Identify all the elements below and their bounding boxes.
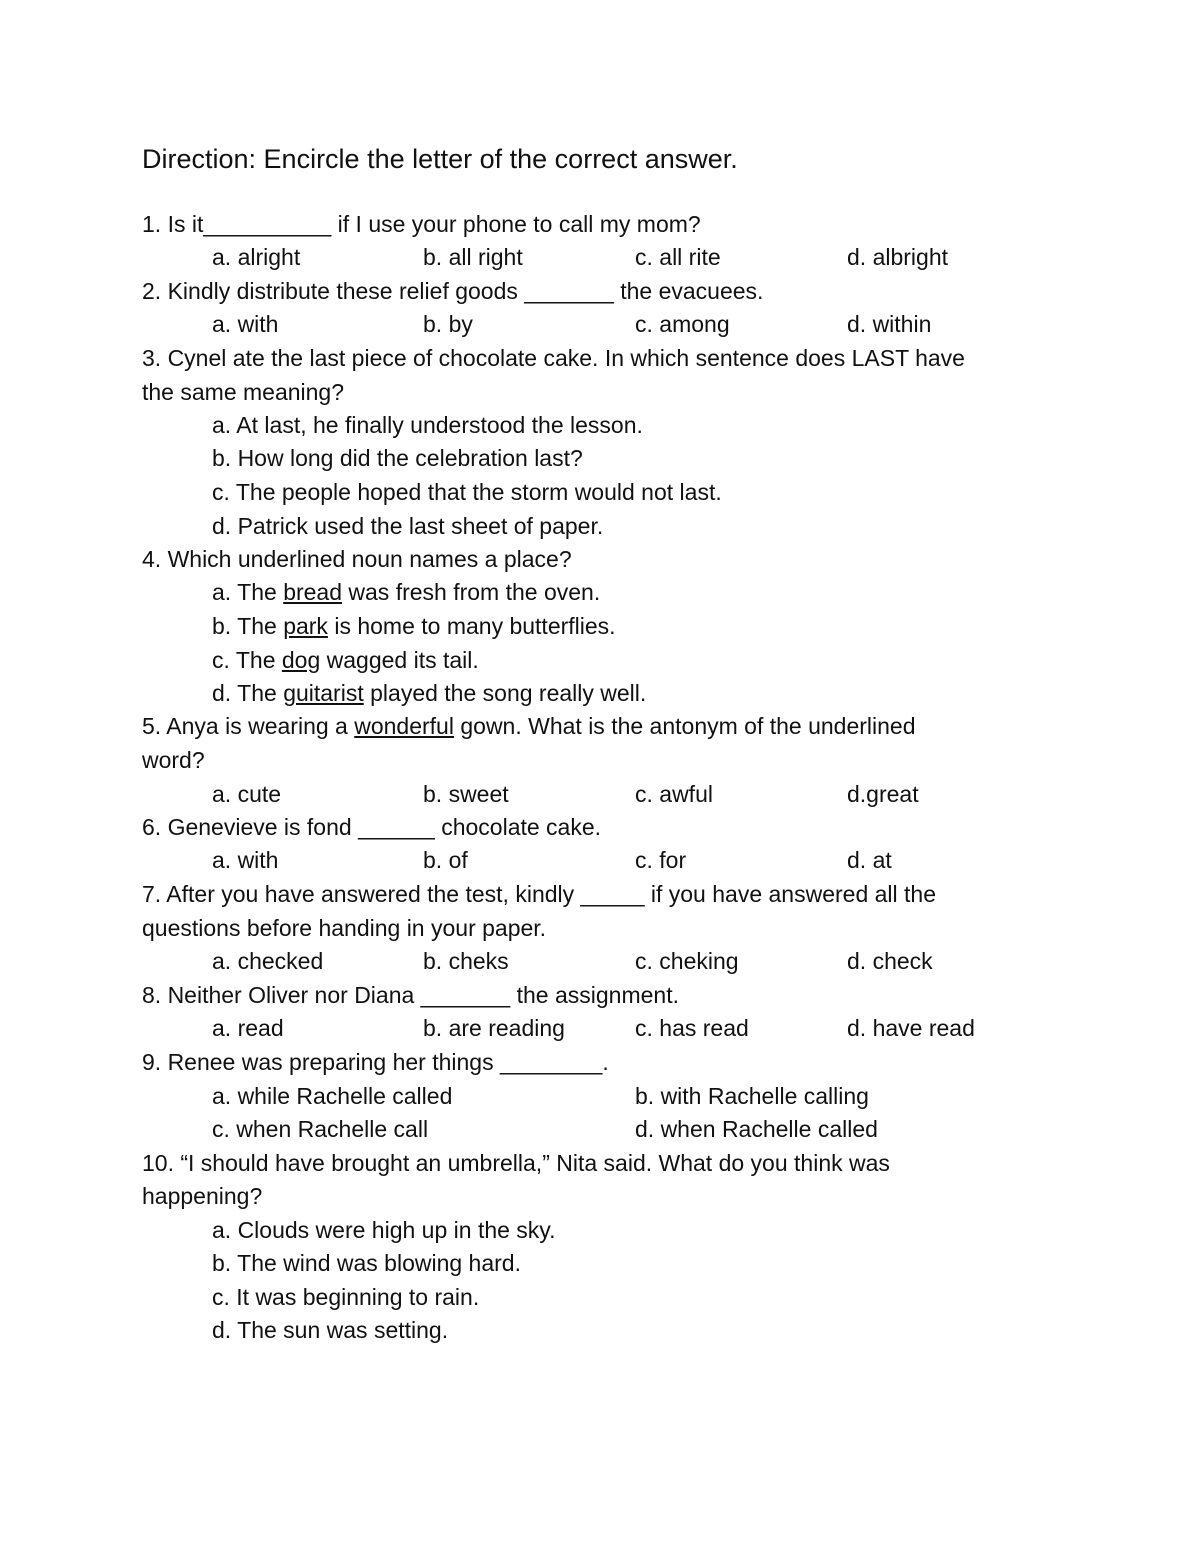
q7-option-b[interactable]: b. cheks — [423, 948, 509, 974]
q5-option-d[interactable]: d.great — [847, 781, 919, 807]
q1-option-c[interactable]: c. all rite — [635, 244, 721, 270]
q3-option-b[interactable]: b. How long did the celebration last? — [212, 445, 583, 471]
question-10-line-2: happening? — [142, 1183, 263, 1209]
q4-a-underlined: bread — [283, 579, 343, 605]
q9-option-d[interactable]: d. when Rachelle called — [635, 1116, 878, 1142]
q2-option-d[interactable]: d. within — [847, 311, 932, 337]
q4-b-underlined: park — [283, 613, 328, 639]
q5-option-a[interactable]: a. cute — [212, 781, 282, 807]
q4-a-pre: a. The — [212, 579, 284, 605]
question-5-line-2: word? — [142, 747, 205, 773]
q4-b-pre: b. The — [212, 613, 284, 639]
question-4: 4. Which underlined noun names a place? — [142, 546, 572, 572]
q10-option-d[interactable]: d. The sun was setting. — [212, 1317, 449, 1343]
question-7-line-2: questions before handing in your paper. — [142, 915, 547, 941]
q2-option-a[interactable]: a. with — [212, 311, 279, 337]
q4-c-underlined: dog — [281, 647, 321, 673]
q8-option-a[interactable]: a. read — [212, 1015, 284, 1041]
question-2: 2. Kindly distribute these relief goods _______ the evacuees. — [142, 278, 764, 304]
q10-option-a[interactable]: a. Clouds were high up in the sky. — [212, 1217, 556, 1243]
q5-stem-pre: 5. Anya is wearing a — [142, 713, 355, 739]
q4-option-d[interactable] — [212, 678, 646, 708]
q4-d-underlined: guitarist — [283, 680, 364, 706]
q2-option-b[interactable]: b. by — [423, 311, 473, 337]
question-1: 1. Is it__________ if I use your phone to call my mom? — [142, 211, 701, 237]
q4-a-post: was fresh from the oven. — [342, 579, 601, 605]
q5-stem-post: gown. What is the antonym of the underlined — [453, 713, 916, 739]
question-7: 7. After you have answered the test, kindly _____ if you have answered all the — [142, 881, 936, 907]
question-3-line-2: the same meaning? — [142, 379, 345, 405]
q6-option-c[interactable]: c. for — [635, 847, 687, 873]
q1-option-b[interactable]: b. all right — [423, 244, 523, 270]
q7-option-d[interactable]: d. check — [847, 948, 933, 974]
question-9: 9. Renee was preparing her things ________. — [142, 1049, 609, 1075]
q4-c-pre: c. The — [212, 647, 282, 673]
q7-option-c[interactable]: c. cheking — [635, 948, 739, 974]
q6-option-a[interactable]: a. with — [212, 847, 279, 873]
question-5 — [142, 711, 916, 741]
q3-option-c[interactable]: c. The people hoped that the storm would not last. — [212, 479, 722, 505]
question-8: 8. Neither Oliver nor Diana _______ the assignment. — [142, 982, 679, 1008]
q5-stem-underlined: wonderful — [354, 713, 454, 739]
direction-heading: Direction: Encircle the letter of the correct answer. — [142, 144, 738, 174]
q2-option-c[interactable]: c. among — [635, 311, 730, 337]
q8-option-b[interactable]: b. are reading — [423, 1015, 565, 1041]
q4-c-post: wagged its tail. — [320, 647, 479, 673]
q10-option-c[interactable]: c. It was beginning to rain. — [212, 1284, 480, 1310]
q9-option-a[interactable]: a. while Rachelle called — [212, 1083, 453, 1109]
q1-option-a[interactable]: a. alright — [212, 244, 301, 270]
q1-option-d[interactable]: d. albright — [847, 244, 949, 270]
q4-d-pre: d. The — [212, 680, 284, 706]
q5-option-c[interactable]: c. awful — [635, 781, 713, 807]
q8-option-d[interactable]: d. have read — [847, 1015, 975, 1041]
q9-option-c[interactable]: c. when Rachelle call — [212, 1116, 429, 1142]
q4-option-a[interactable] — [212, 577, 600, 607]
q7-option-a[interactable]: a. checked — [212, 948, 324, 974]
q6-option-b[interactable]: b. of — [423, 847, 468, 873]
q3-option-d[interactable]: d. Patrick used the last sheet of paper. — [212, 513, 604, 539]
q4-option-c[interactable] — [212, 645, 479, 675]
q4-d-post: played the song really well. — [363, 680, 647, 706]
q4-b-post: is home to many butterflies. — [327, 613, 616, 639]
q9-option-b[interactable]: b. with Rachelle calling — [635, 1083, 869, 1109]
q6-option-d[interactable]: d. at — [847, 847, 892, 873]
q8-option-c[interactable]: c. has read — [635, 1015, 749, 1041]
q3-option-a[interactable]: a. At last, he finally understood the lesson. — [212, 412, 643, 438]
question-3: 3. Cynel ate the last piece of chocolate cake. In which sentence does LAST have — [142, 345, 965, 371]
q4-option-b[interactable] — [212, 611, 616, 641]
q5-option-b[interactable]: b. sweet — [423, 781, 509, 807]
question-6: 6. Genevieve is fond ______ chocolate cake. — [142, 814, 602, 840]
question-10: 10. “I should have brought an umbrella,” Nita said. What do you think was — [142, 1150, 890, 1176]
q10-option-b[interactable]: b. The wind was blowing hard. — [212, 1250, 521, 1276]
